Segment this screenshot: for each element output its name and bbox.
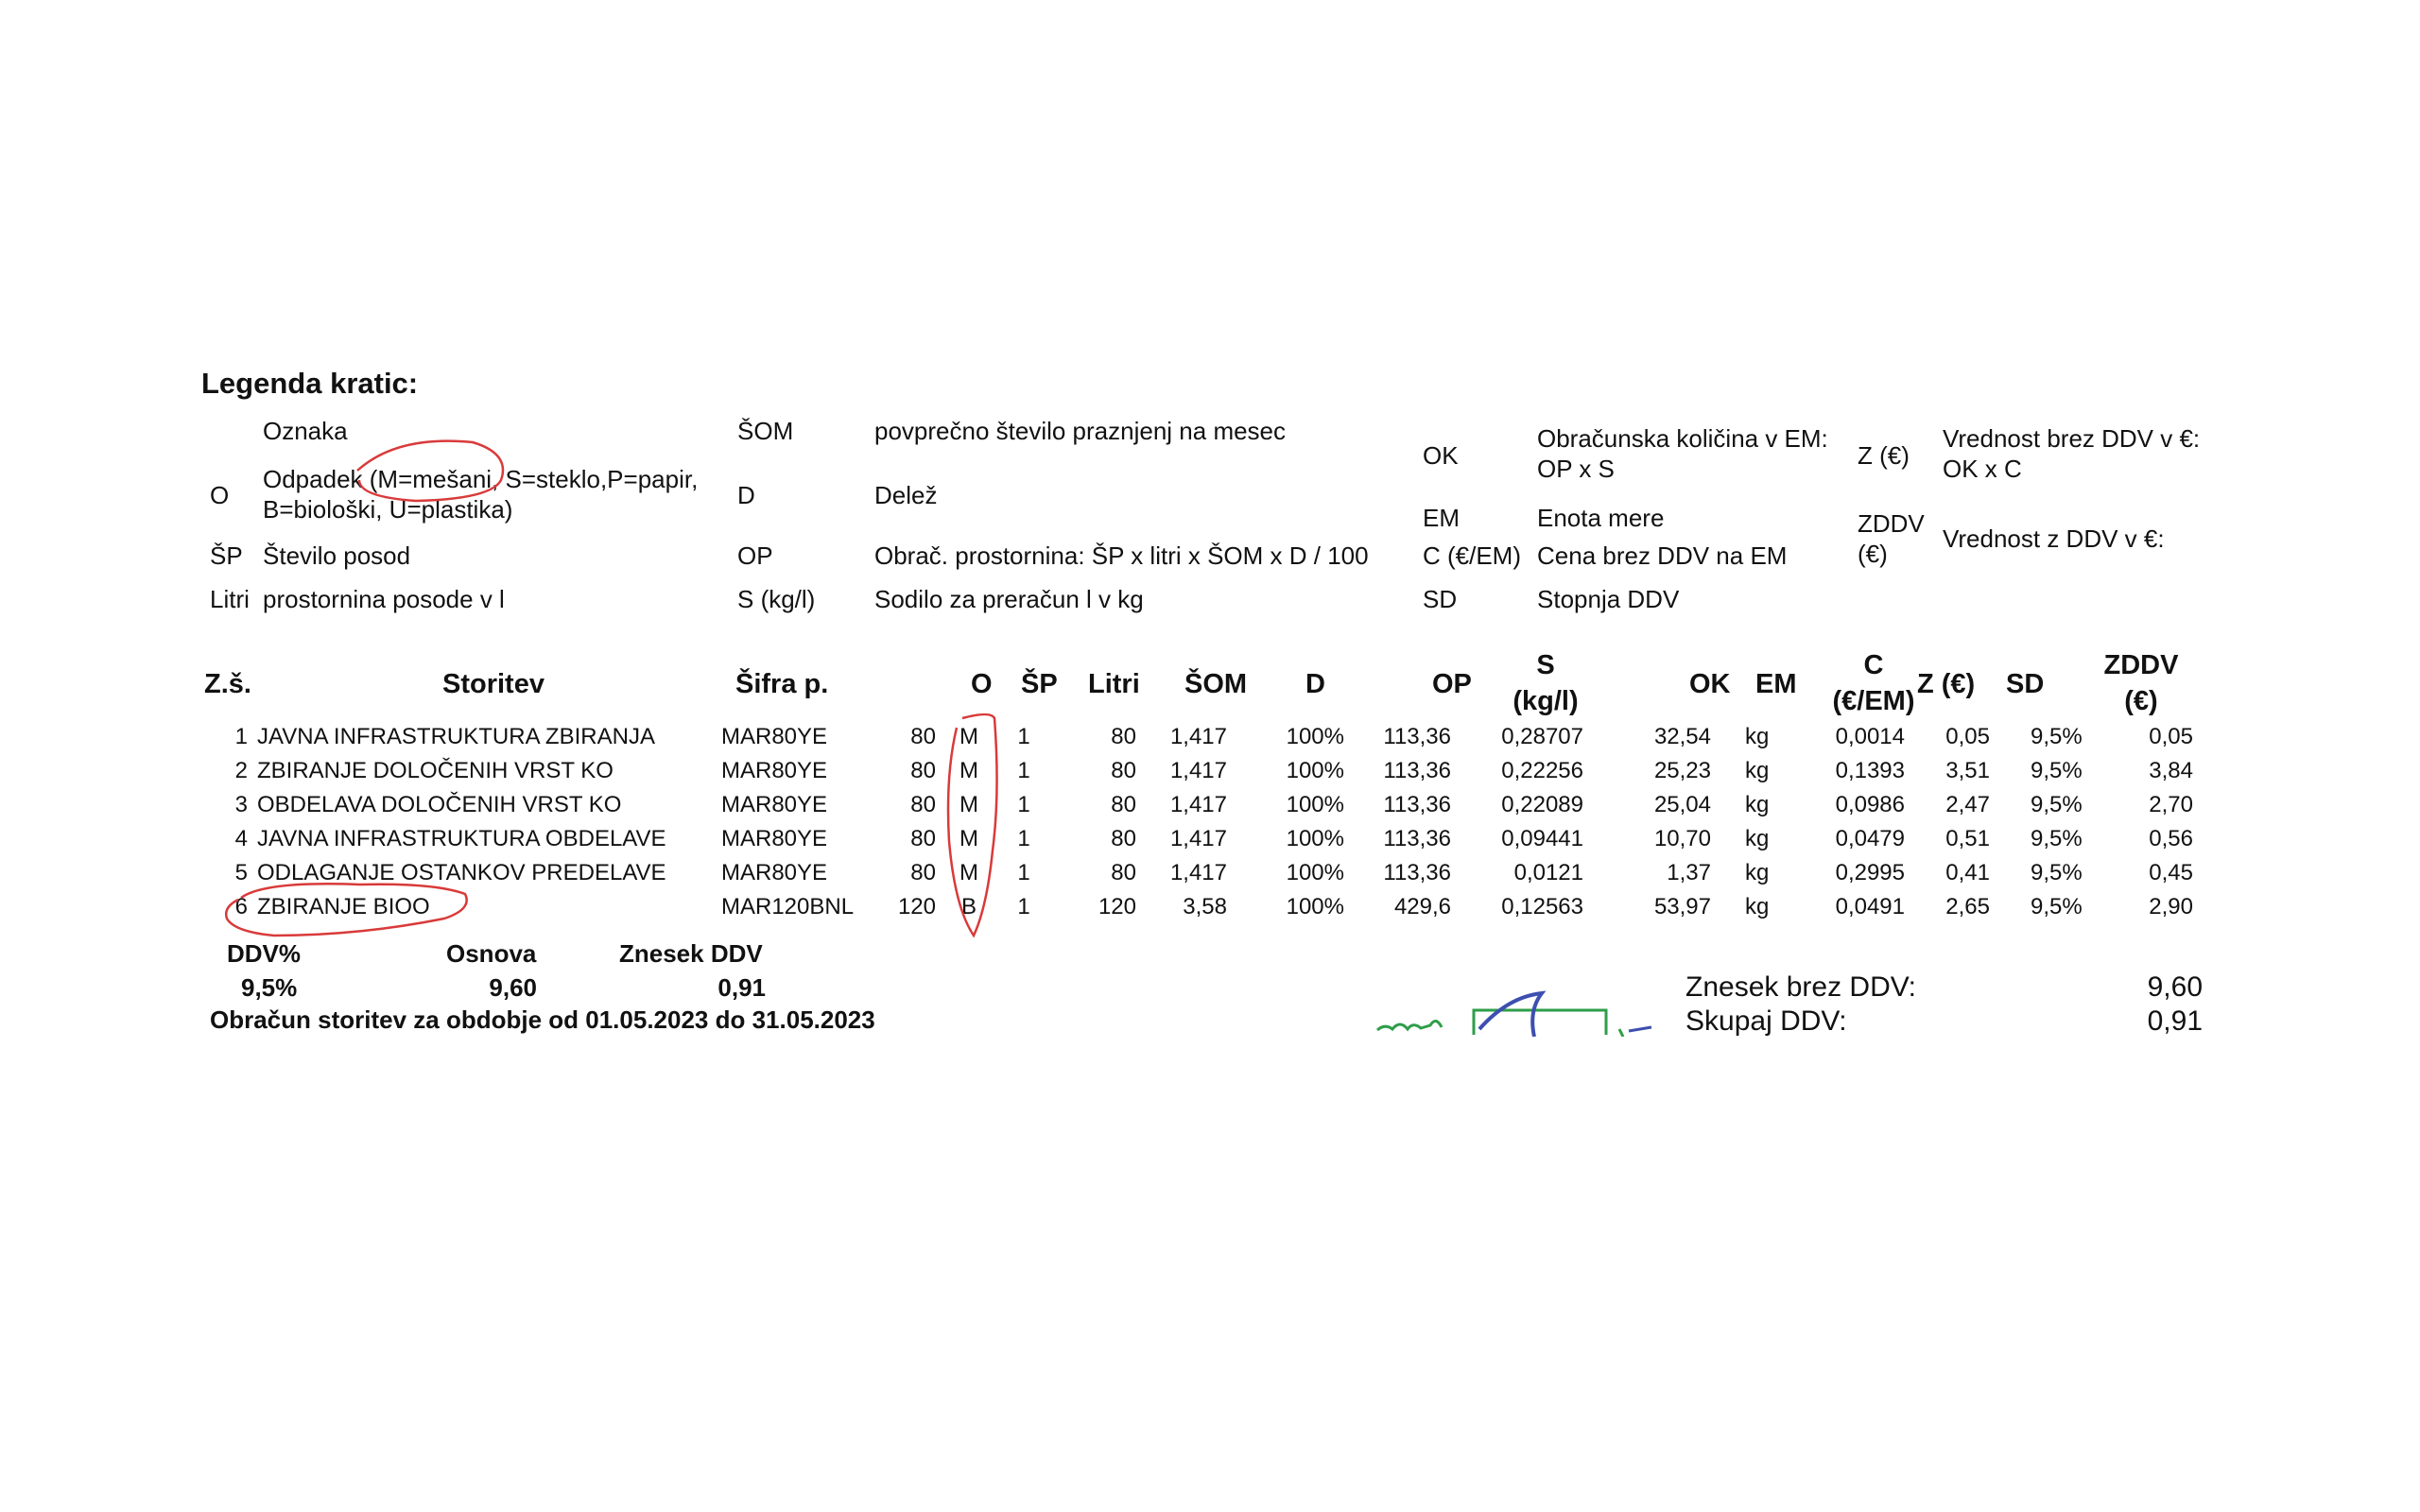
col-header-sifra: Šifra p. (735, 669, 829, 699)
cell-op: 113,36 (1383, 792, 1451, 817)
cell-som: 1,417 (1169, 860, 1227, 885)
cell-c: 0,0479 (1835, 826, 1905, 851)
legend-code-o: O (210, 481, 230, 509)
cell-op: 113,36 (1383, 860, 1451, 885)
col-header-zddv-2: (€) (2124, 686, 2158, 716)
legend-text-sd: Stopnja DDV (1537, 585, 1680, 613)
vat-amount-header: Znesek DDV (619, 939, 763, 968)
cell-sd: 9,5% (2031, 894, 2083, 919)
total-vat-value: 0,91 (2147, 1005, 2203, 1037)
legend-code-d: D (737, 481, 755, 509)
cell-op: 429,6 (1393, 894, 1451, 919)
total-vat-label: Skupaj DDV: (1685, 1005, 1847, 1037)
legend-code-som: ŠOM (737, 417, 794, 445)
legend-text-som: povprečno število praznjenj na mesec (874, 417, 1287, 445)
cell-storitev: OBDELAVA DOLOČENIH VRST KO (257, 792, 622, 817)
total-net-value: 9,60 (2147, 971, 2203, 1003)
legend-code-em: EM (1423, 504, 1460, 532)
vat-base-value: 9,60 (489, 973, 537, 1002)
cell-zddv: 0,05 (2149, 724, 2193, 749)
legend-code-c: C (€/EM) (1423, 541, 1521, 570)
cell-som: 3,58 (1183, 894, 1227, 919)
cell-sp: 1 (1017, 758, 1030, 783)
cell-storitev: ZBIRANJE BIOO (257, 894, 430, 919)
vat-rate-header: DDV% (227, 939, 302, 968)
cell-volume: 80 (910, 860, 936, 885)
cell-em: kg (1745, 792, 1770, 817)
cell-o: M (959, 826, 978, 851)
legend-text-o-1: Odpadek (M=mešani, S=steklo,P=papir, (263, 465, 699, 493)
legend-text-op: Obrač. prostornina: ŠP x litri x ŠOM x D / 100 (874, 541, 1369, 570)
cell-z: 2,47 (1945, 792, 1990, 817)
cell-storitev: JAVNA INFRASTRUKTURA OBDELAVE (257, 826, 666, 851)
cell-c: 0,0491 (1835, 894, 1905, 919)
cell-em: kg (1745, 894, 1770, 919)
table-row (0, 856, 2420, 890)
legend-text-sp: Število posod (263, 541, 411, 570)
legend-code-zddv-2: (€) (1858, 540, 1888, 568)
cell-sp: 1 (1017, 860, 1030, 885)
legend-text-z-2: OK x C (1943, 455, 2022, 483)
cell-sp: 1 (1017, 724, 1030, 749)
cell-em: kg (1745, 826, 1770, 851)
col-header-op: OP (1432, 669, 1472, 699)
cell-litri: 80 (1111, 826, 1136, 851)
vat-rate-value: 9,5% (241, 973, 298, 1002)
cell-o: M (959, 792, 978, 817)
col-header-storitev: Storitev (442, 669, 544, 699)
stamp-signature-icon (1375, 988, 1659, 1037)
cell-volume: 80 (910, 826, 936, 851)
cell-sp: 1 (1017, 792, 1030, 817)
table-row (0, 822, 2420, 856)
col-header-s-2: (kg/l) (1512, 686, 1579, 716)
col-header-d: D (1305, 669, 1325, 699)
billing-period: Obračun storitev za obdobje od 01.05.2023 do 31.05.2023 (210, 1005, 875, 1034)
cell-em: kg (1745, 860, 1770, 885)
cell-litri: 80 (1111, 724, 1136, 749)
cell-zddv: 0,56 (2149, 826, 2193, 851)
cell-sifra: MAR120BNL (721, 894, 855, 919)
cell-storitev: ODLAGANJE OSTANKOV PREDELAVE (257, 860, 666, 885)
cell-volume: 80 (910, 792, 936, 817)
cell-c: 0,2995 (1835, 860, 1905, 885)
table-row (0, 788, 2420, 822)
cell-storitev: JAVNA INFRASTRUKTURA ZBIRANJA (257, 724, 655, 749)
cell-z: 3,51 (1945, 758, 1990, 783)
cell-sifra: MAR80YE (721, 826, 828, 851)
col-header-sd: SD (2006, 669, 2045, 699)
cell-sp: 1 (1017, 894, 1030, 919)
total-net-label: Znesek brez DDV: (1685, 971, 1916, 1003)
legend-code-s: S (kg/l) (737, 585, 816, 613)
cell-zs: 4 (234, 826, 248, 851)
legend-code-sd: SD (1423, 585, 1458, 613)
cell-zddv: 3,84 (2149, 758, 2193, 783)
cell-o: M (959, 860, 978, 885)
cell-o: M (959, 724, 978, 749)
legend-title: Legenda kratic: (201, 367, 419, 400)
cell-zs: 3 (234, 792, 248, 817)
cell-sifra: MAR80YE (721, 724, 828, 749)
cell-sd: 9,5% (2031, 860, 2083, 885)
legend-text-s: Sodilo za preračun l v kg (874, 585, 1144, 613)
col-header-em: EM (1755, 669, 1797, 699)
cell-d: 100% (1286, 792, 1344, 817)
cell-zs: 6 (234, 894, 248, 919)
legend-code-zddv-1: ZDDV (1858, 509, 1925, 538)
cell-sd: 9,5% (2031, 792, 2083, 817)
cell-op: 113,36 (1383, 724, 1451, 749)
cell-op: 113,36 (1383, 826, 1451, 851)
legend-oznaka: Oznaka (263, 417, 348, 445)
legend-text-c: Cena brez DDV na EM (1537, 541, 1788, 570)
col-header-zs: Z.š. (204, 669, 251, 699)
cell-s: 0,22089 (1501, 792, 1583, 817)
cell-d: 100% (1286, 724, 1344, 749)
legend-text-em: Enota mere (1537, 504, 1665, 532)
col-header-som: ŠOM (1184, 669, 1248, 699)
legend-code-z: Z (€) (1858, 441, 1910, 470)
cell-z: 2,65 (1945, 894, 1990, 919)
legend-text-z-1: Vrednost brez DDV v €: (1943, 424, 2201, 453)
col-header-litri: Litri (1088, 669, 1140, 699)
cell-litri: 80 (1111, 860, 1136, 885)
cell-c: 0,1393 (1835, 758, 1905, 783)
cell-s: 0,22256 (1501, 758, 1583, 783)
cell-storitev: ZBIRANJE DOLOČENIH VRST KO (257, 758, 614, 783)
cell-zs: 2 (234, 758, 248, 783)
col-header-c-2: (€/EM) (1832, 686, 1915, 716)
cell-s: 0,12563 (1501, 894, 1583, 919)
legend-text-o-2: B=biološki, U=plastika) (263, 495, 513, 524)
cell-som: 1,417 (1169, 724, 1227, 749)
cell-s: 0,09441 (1501, 826, 1583, 851)
cell-d: 100% (1286, 758, 1344, 783)
cell-zddv: 2,90 (2149, 894, 2193, 919)
cell-z: 0,51 (1945, 826, 1990, 851)
cell-d: 100% (1286, 826, 1344, 851)
col-header-z: Z (€) (1917, 669, 1976, 699)
table-row (0, 890, 2420, 924)
cell-zddv: 2,70 (2149, 792, 2193, 817)
cell-volume: 80 (910, 758, 936, 783)
cell-o: B (960, 894, 977, 919)
col-header-zddv-1: ZDDV (2103, 650, 2179, 680)
cell-zs: 1 (234, 724, 248, 749)
cell-ok: 32,54 (1653, 724, 1711, 749)
legend-text-ok-1: Obračunska količina v EM: (1537, 424, 1828, 453)
table-row (0, 754, 2420, 788)
cell-d: 100% (1286, 860, 1344, 885)
cell-sifra: MAR80YE (721, 792, 828, 817)
cell-sifra: MAR80YE (721, 860, 828, 885)
cell-z: 0,41 (1945, 860, 1990, 885)
col-header-s-1: S (1536, 650, 1555, 680)
cell-sifra: MAR80YE (721, 758, 828, 783)
cell-som: 1,417 (1169, 792, 1227, 817)
cell-ok: 25,04 (1653, 792, 1711, 817)
cell-sp: 1 (1017, 826, 1030, 851)
cell-op: 113,36 (1383, 758, 1451, 783)
table-row (0, 720, 2420, 754)
cell-som: 1,417 (1169, 758, 1227, 783)
cell-volume: 80 (910, 724, 936, 749)
cell-zddv: 0,45 (2149, 860, 2193, 885)
legend-code-sp: ŠP (210, 541, 243, 570)
cell-sd: 9,5% (2031, 724, 2083, 749)
cell-d: 100% (1286, 894, 1344, 919)
col-header-ok: OK (1689, 669, 1731, 699)
cell-s: 0,28707 (1501, 724, 1583, 749)
legend-text-litri: prostornina posode v l (263, 585, 505, 613)
vat-base-header: Osnova (446, 939, 537, 968)
col-header-o: O (971, 669, 993, 699)
cell-litri: 80 (1111, 758, 1136, 783)
cell-c: 0,0986 (1835, 792, 1905, 817)
vat-amount-value: 0,91 (717, 973, 766, 1002)
cell-zs: 5 (234, 860, 248, 885)
cell-som: 1,417 (1169, 826, 1227, 851)
cell-s: 0,0121 (1513, 860, 1583, 885)
cell-litri: 120 (1098, 894, 1136, 919)
cell-z: 0,05 (1945, 724, 1990, 749)
cell-em: kg (1745, 758, 1770, 783)
cell-ok: 53,97 (1653, 894, 1711, 919)
cell-ok: 10,70 (1653, 826, 1711, 851)
legend-code-ok: OK (1423, 441, 1459, 470)
legend-text-zddv: Vrednost z DDV v €: (1943, 524, 2165, 553)
cell-o: M (959, 758, 978, 783)
cell-sd: 9,5% (2031, 758, 2083, 783)
cell-volume: 120 (897, 894, 936, 919)
legend-code-op: OP (737, 541, 773, 570)
cell-litri: 80 (1111, 792, 1136, 817)
cell-ok: 1,37 (1667, 860, 1711, 885)
cell-ok: 25,23 (1653, 758, 1711, 783)
legend-code-litri: Litri (210, 585, 250, 613)
cell-c: 0,0014 (1835, 724, 1905, 749)
legend-text-ok-2: OP x S (1537, 455, 1615, 483)
legend-text-d: Delež (874, 481, 938, 509)
col-header-c-1: C (1863, 650, 1884, 680)
col-header-sp: ŠP (1021, 669, 1058, 699)
cell-em: kg (1745, 724, 1770, 749)
cell-sd: 9,5% (2031, 826, 2083, 851)
